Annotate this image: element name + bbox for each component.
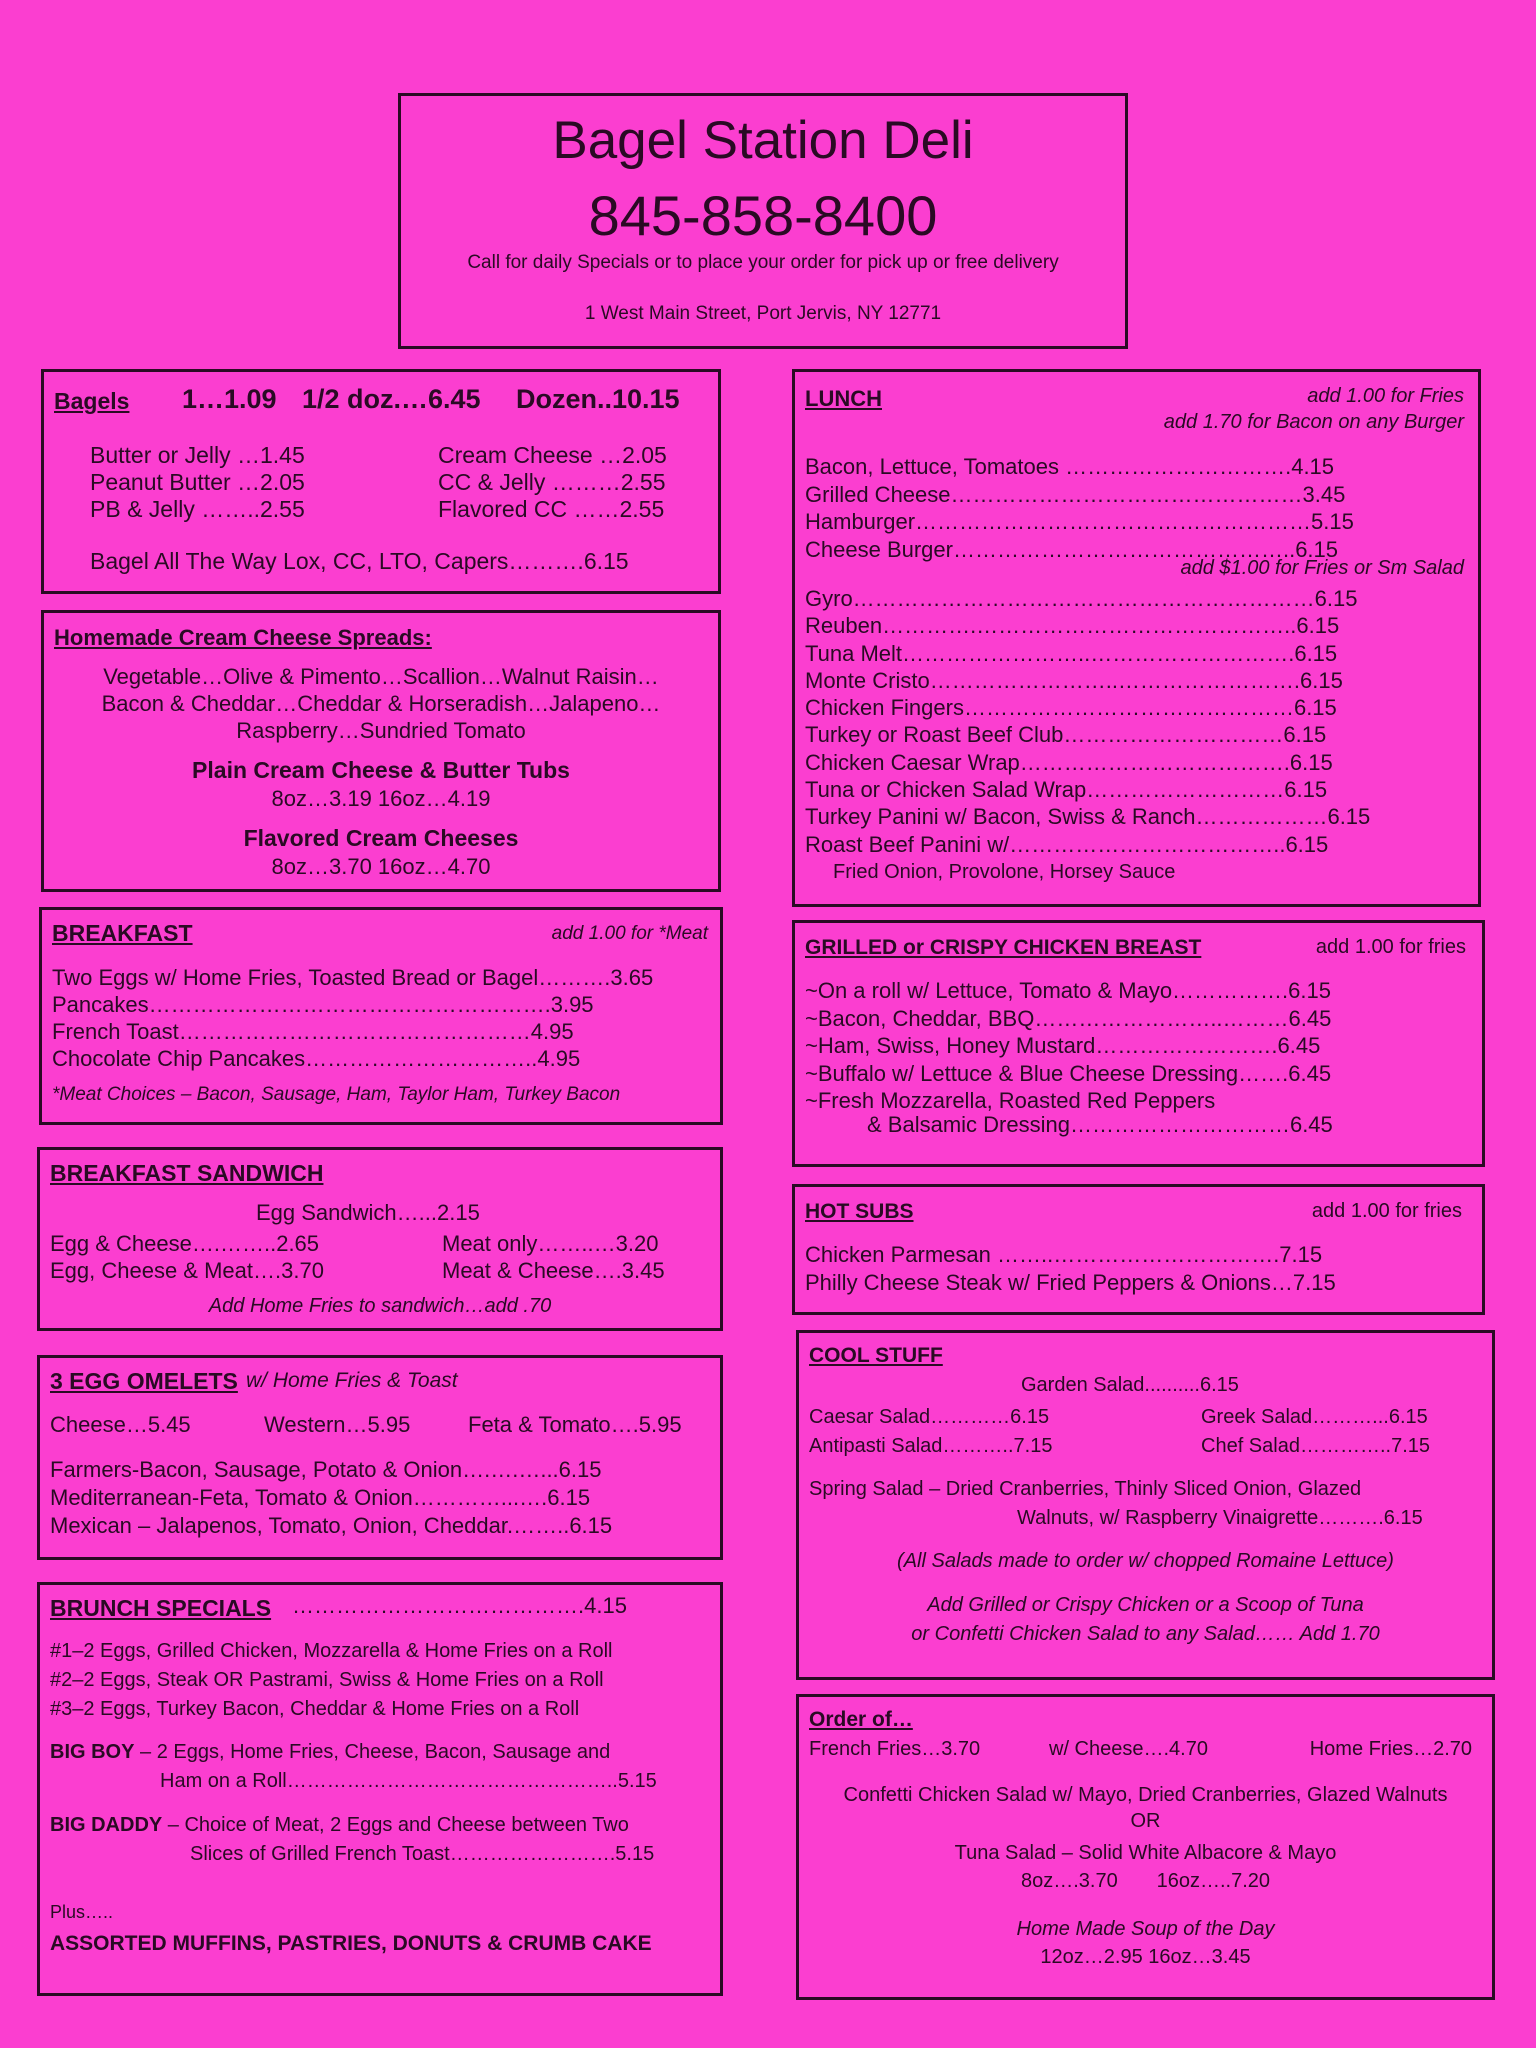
breakfast-sandwich-section <box>37 1147 723 1331</box>
brunch-item: #2–2 Eggs, Steak OR Pastrami, Swiss & Home Fries on a Roll <box>50 1669 604 1691</box>
plus-label: Plus….. <box>50 1902 114 1922</box>
assorted-items: ASSORTED MUFFINS, PASTRIES, DONUTS & CRUMB CAKE <box>50 1932 652 1955</box>
soup-of-day: Home Made Soup of the Day <box>1016 1918 1275 1940</box>
omelet-item: Mexican – Jalapenos, Tomato, Onion, Cheddar.……..6.15 <box>50 1513 613 1538</box>
salad-item: Antipasti Salad………..7.15 <box>809 1435 1053 1457</box>
big-daddy-line2: Slices of Grilled French Toast…………………….5.15 <box>190 1843 655 1865</box>
lunch-item: Tuna Melt……………………..……………………….6.15 <box>805 640 1338 666</box>
topping-item: Flavored CC ……2.55 <box>438 496 665 522</box>
brunch-section <box>37 1582 723 1996</box>
breakfast-items <box>52 964 653 1072</box>
flavored-title: Flavored Cream Cheeses <box>243 825 519 851</box>
sandwich-right <box>442 1230 665 1284</box>
soup-prices: 12oz…2.95 16oz…3.45 <box>1040 1946 1251 1968</box>
chicken-item: ~Fresh Mozzarella, Roasted Red Peppers <box>805 1088 1216 1113</box>
sandwich-item: Meat & Cheese….3.45 <box>442 1258 665 1283</box>
header-box <box>398 93 1128 349</box>
omelet-feta: Feta & Tomato….5.95 <box>468 1412 682 1437</box>
garden-salad: Garden Salad..........6.15 <box>1021 1374 1239 1396</box>
brunch-title: BRUNCH SPECIALS <box>50 1595 272 1621</box>
flavored-prices: 8oz…3.70 16oz…4.70 <box>271 854 491 879</box>
topping-item: Peanut Butter …2.05 <box>90 469 305 495</box>
lunch-items-a <box>805 453 1354 563</box>
bagel-toppings-left <box>90 442 305 523</box>
omelet-item: Farmers-Bacon, Sausage, Potato & Onion….….…...6.15 <box>50 1457 602 1482</box>
lunch-item: Chicken Fingers………………………………………6.15 <box>805 695 1337 721</box>
chicken-title: GRILLED or CRISPY CHICKEN BREAST <box>805 936 1202 959</box>
sandwich-item: Egg, Cheese & Meat….3.70 <box>50 1258 324 1283</box>
spring-salad-line1: Spring Salad – Dried Cranberries, Thinly Sliced Onion, Glazed <box>809 1478 1362 1500</box>
big-boy <box>50 1742 610 1762</box>
chicken-item: ~Bacon, Cheddar, BBQ……………………..………6.45 <box>805 1005 1332 1031</box>
omelet-item: Mediterranean-Feta, Tomato & Onion…………...….6.15 <box>50 1485 591 1510</box>
omelet-cheese: Cheese…5.45 <box>50 1412 191 1437</box>
breakfast-sandwich-title: BREAKFAST SANDWICH <box>50 1160 324 1186</box>
lunch-item: Gyro………………………………………………………6.15 <box>805 586 1358 611</box>
lunch-fries-note: add 1.00 for Fries <box>1307 385 1464 407</box>
lunch-item: Chicken Caesar Wrap……………………………….6.15 <box>805 749 1333 775</box>
hot-subs-section <box>792 1184 1485 1315</box>
omelet-items <box>50 1456 612 1540</box>
lunch-item: Grilled Cheese…………………………………………3.45 <box>805 481 1346 507</box>
bagels-section <box>41 369 721 594</box>
confetti-salad: Confetti Chicken Salad w/ Mayo, Dried Cranberries, Glazed Walnuts <box>843 1784 1448 1806</box>
lunch-item: Tuna or Chicken Salad Wrap………………………6.15 <box>805 777 1328 803</box>
salad-item: Greek Salad………...6.15 <box>1201 1406 1428 1428</box>
breakfast-title: BREAKFAST <box>52 920 193 946</box>
topping-item: Cream Cheese …2.05 <box>438 442 667 468</box>
bagel-single-price: 1…1.09 <box>182 384 277 414</box>
big-daddy <box>50 1815 629 1835</box>
hot-subs-fries-note: add 1.00 for fries <box>1311 1200 1462 1222</box>
sandwich-left <box>50 1230 324 1284</box>
big-boy-desc: – 2 Eggs, Home Fries, Cheese, Bacon, Sausage and <box>134 1741 611 1763</box>
chicken-item: ~Buffalo w/ Lettuce & Blue Cheese Dressing…….6.45 <box>805 1060 1332 1086</box>
salad-item: Chef Salad…………..7.15 <box>1201 1435 1430 1457</box>
home-fries-price: Home Fries…2.70 <box>1309 1738 1472 1760</box>
hot-sub-item: Chicken Parmesan ……..………………………….7.15 <box>805 1242 1323 1267</box>
spread-line: Raspberry…Sundried Tomato <box>236 718 526 743</box>
breakfast-meat-note: add 1.00 for *Meat <box>551 923 708 944</box>
omelets-title: 3 EGG OMELETS <box>50 1368 238 1394</box>
bagel-toppings-right <box>438 442 667 523</box>
chicken-item: ~Ham, Swiss, Honey Mustard…………………….6.45 <box>805 1033 1321 1058</box>
cool-stuff-section <box>796 1330 1495 1680</box>
brunch-items <box>50 1637 612 1724</box>
big-boy-line2: Ham on a Roll…………………………………………..5.15 <box>160 1770 657 1792</box>
home-fries-note: Add Home Fries to sandwich…add .70 <box>208 1295 552 1317</box>
add-protein-line2: or Confetti Chicken Salad to any Salad…… Add 1.70 <box>911 1623 1380 1645</box>
big-daddy-desc: – Choice of Meat, 2 Eggs and Cheese between Two <box>162 1814 629 1836</box>
chicken-item: ~On a roll w/ Lettuce, Tomato & Mayo…………….6.15 <box>805 978 1331 1003</box>
chicken-fries-note: add 1.00 for fries <box>1315 936 1466 958</box>
tagline: Call for daily Specials or to place your order for pick up or free delivery <box>467 252 1059 273</box>
breakfast-item: French Toast…………………………………………4.95 <box>52 1019 574 1044</box>
cheese-fries-price: w/ Cheese….4.70 <box>1049 1738 1208 1760</box>
plain-tubs-title: Plain Cream Cheese & Butter Tubs <box>192 757 570 783</box>
lunch-item: Monte Cristo……………………..…………………….6.15 <box>805 667 1343 693</box>
spring-salad-line2: Walnuts, w/ Raspberry Vinaigrette……….6.15 <box>1017 1507 1423 1529</box>
breakfast-item: Two Eggs w/ Home Fries, Toasted Bread or Bagel……….3.65 <box>52 965 654 990</box>
brunch-item: #1–2 Eggs, Grilled Chicken, Mozzarella & Home Fries on a Roll <box>50 1640 613 1662</box>
chicken-last-line: & Balsamic Dressing…………………………6.45 <box>867 1112 1333 1137</box>
lunch-item: Roast Beef Panini w/………………………………..6.15 <box>805 831 1329 857</box>
phone-number: 845-858-8400 <box>588 184 938 247</box>
or-label: OR <box>1130 1810 1161 1832</box>
hot-subs-title: HOT SUBS <box>805 1200 914 1223</box>
cool-stuff-title: COOL STUFF <box>809 1344 943 1367</box>
topping-item: PB & Jelly ……..2.55 <box>90 496 305 522</box>
spread-line: Bacon & Cheddar…Cheddar & Horseradish…Jalapeno… <box>101 691 661 716</box>
brunch-title-price: ………………………………….4.15 <box>292 1593 627 1618</box>
order-of-section <box>796 1694 1495 2000</box>
egg-sandwich: Egg Sandwich…...2.15 <box>256 1200 480 1225</box>
lunch-items-b <box>805 585 1370 858</box>
bagel-dozen-price: Dozen..10.15 <box>516 384 680 414</box>
tuna-salad: Tuna Salad – Solid White Albacore & Mayo <box>954 1842 1337 1864</box>
lunch-salad-note: add $1.00 for Fries or Sm Salad <box>1180 557 1464 579</box>
tuna-prices: 8oz….3.70 16oz…..7.20 <box>1020 1870 1271 1892</box>
breakfast-item: Chocolate Chip Pancakes…………………………..4.95 <box>52 1046 581 1071</box>
spreads-section <box>41 610 721 892</box>
big-daddy-name: BIG DADDY <box>50 1814 163 1836</box>
meat-choices-note: *Meat Choices – Bacon, Sausage, Ham, Taylor Ham, Turkey Bacon <box>52 1084 621 1105</box>
chicken-section <box>792 920 1485 1167</box>
bagel-all-the-way: Bagel All The Way Lox, CC, LTO, Capers……….6.15 <box>90 548 629 574</box>
lunch-section <box>792 369 1481 907</box>
lunch-item: Turkey Panini w/ Bacon, Swiss & Ranch………………6.15 <box>805 804 1371 830</box>
romaine-note: (All Salads made to order w/ chopped Romaine Lettuce) <box>897 1550 1394 1572</box>
lunch-item: Hamburger………………………………………………5.15 <box>805 509 1354 534</box>
sandwich-item: Meat only……..…3.20 <box>442 1231 659 1256</box>
topping-item: CC & Jelly ………2.55 <box>438 469 666 495</box>
address: 1 West Main Street, Port Jervis, NY 12771 <box>584 303 942 324</box>
french-fries-price: French Fries…3.70 <box>809 1738 981 1760</box>
salad-item: Caesar Salad…………6.15 <box>809 1406 1050 1428</box>
roast-beef-detail: Fried Onion, Provolone, Horsey Sauce <box>833 861 1176 883</box>
big-boy-name: BIG BOY <box>50 1741 135 1763</box>
topping-item: Butter or Jelly …1.45 <box>90 442 305 468</box>
salads-right <box>1201 1403 1430 1461</box>
omelets-section <box>37 1355 723 1560</box>
spreads-flavor-list <box>44 663 718 744</box>
deli-name: Bagel Station Deli <box>552 111 974 170</box>
omelets-subtitle: w/ Home Fries & Toast <box>246 1369 458 1392</box>
chicken-items <box>805 977 1331 1115</box>
hot-sub-item: Philly Cheese Steak w/ Fried Peppers & Onions…7.15 <box>805 1270 1336 1295</box>
plain-tubs-prices: 8oz…3.19 16oz…4.19 <box>271 786 491 811</box>
lunch-item: Turkey or Roast Beef Club…………………………6.15 <box>805 722 1327 748</box>
breakfast-item: Pancakes……………………………………………….3.95 <box>52 992 594 1017</box>
bagel-half-dozen-price: 1/2 doz.…6.45 <box>302 384 481 414</box>
lunch-item: Bacon, Lettuce, Tomatoes ………………………….4.15 <box>805 454 1335 479</box>
hot-subs-items <box>805 1241 1336 1297</box>
brunch-item: #3–2 Eggs, Turkey Bacon, Cheddar & Home Fries on a Roll <box>50 1698 580 1720</box>
salads-left <box>809 1403 1052 1461</box>
spread-line: Vegetable…Olive & Pimento…Scallion…Walnut Raisin… <box>103 664 659 689</box>
lunch-bacon-note: add 1.70 for Bacon on any Burger <box>1163 411 1464 433</box>
spreads-title: Homemade Cream Cheese Spreads: <box>54 625 432 650</box>
lunch-title: LUNCH <box>805 386 882 411</box>
omelet-western: Western…5.95 <box>264 1412 411 1437</box>
sandwich-item: Egg & Cheese….……..2.65 <box>50 1231 320 1256</box>
lunch-item: Reuben………….……………………………………..6.15 <box>805 613 1340 639</box>
bagels-title: Bagels <box>54 388 130 414</box>
lunch-item: Cheese Burger………………………………………..6.15 <box>805 536 1339 562</box>
add-protein-line1: Add Grilled or Crispy Chicken or a Scoop of Tuna <box>927 1594 1364 1616</box>
order-of-title: Order of… <box>809 1708 913 1731</box>
breakfast-section <box>39 907 723 1125</box>
